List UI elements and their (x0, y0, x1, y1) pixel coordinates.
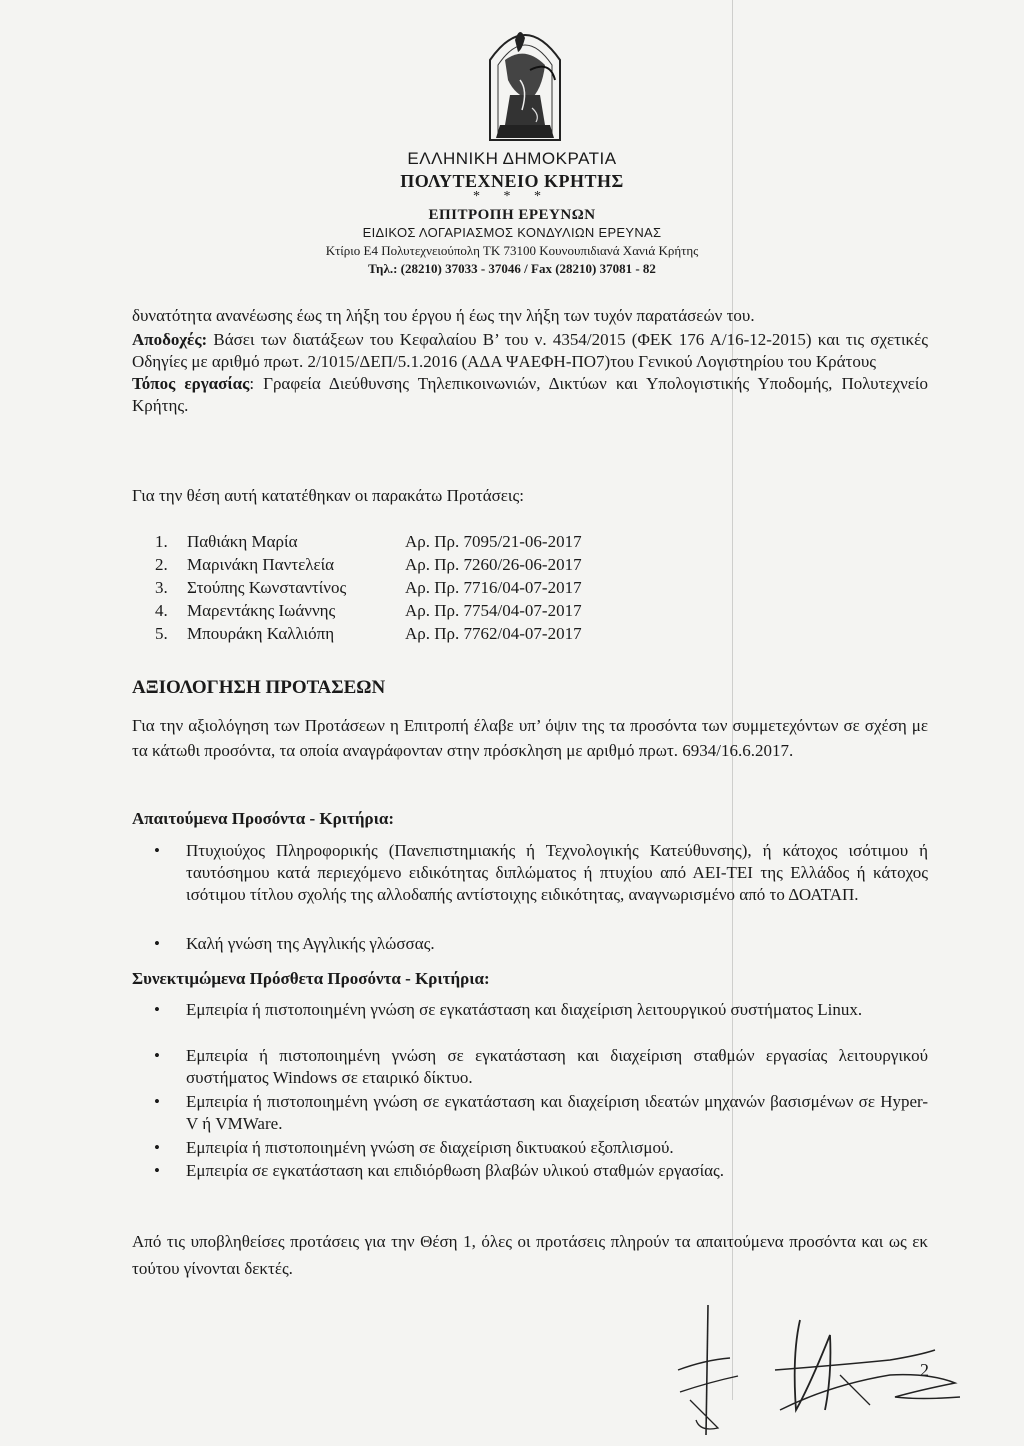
required-title: Απαιτούμενα Προσόντα - Κριτήρια: (132, 809, 394, 828)
evaluation-title: ΑΞΙΟΛΟΓΗΣΗ ΠΡΟΤΑΣΕΩΝ (132, 677, 386, 698)
bullet-icon: • (154, 1092, 160, 1111)
protocol-ref: Αρ. Πρ. 7716/04-07-2017 (405, 578, 582, 597)
header-stars: * * * (473, 189, 551, 204)
header-phone: Τηλ.: (28210) 37033 - 37046 / Fax (28210) 37081 - 82 (368, 261, 656, 276)
place-paragraph (132, 373, 928, 417)
pay-paragraph (132, 329, 928, 373)
place-text: : Γραφεία Διεύθυνσης Τηλεπικοινωνιών, Δικτύων και Υπολογιστικής Υποδομής, Πολυτεχνείο Κρήτης. (132, 374, 928, 415)
protocol-ref: Αρ. Πρ. 7762/04-07-2017 (405, 624, 582, 643)
bullet-icon: • (154, 841, 160, 860)
list-item (155, 578, 635, 600)
list-item (155, 624, 635, 646)
bullet-icon: • (154, 1046, 160, 1065)
protocol-ref: Αρ. Πρ. 7095/21-06-2017 (405, 532, 582, 551)
header-university: ΠΟΛΥΤΕΧΝΕΙΟ ΚΡΗΤΗΣ (400, 171, 624, 191)
list-item (155, 555, 635, 577)
required-item: Πτυχιούχος Πληροφορικής (Πανεπιστημιακής ή Τεχνολογικής Κατεύθυνσης), ή κάτοχος ισότιμου ή ταυτόσημου κατά περιεχόμενο ειδικότητας διπλώματος ή πτυχίου από ΑΕΙ-ΤΕΙ της Ελλάδος ή κάτοχος ισότιμου τίτλου σχολής της αλλοδαπής αντίστοιχης ειδικότητας, αναγνωρισμένο από το ΔΟΑΤΑΠ. (186, 841, 928, 904)
additional-item: Εμπειρία ή πιστοποιημένη γνώση σε εγκατάσταση και διαχείριση σταθμών εργασίας λειτουργικού συστήματος Windows σε εταιρικό δίκτυο. (186, 1046, 928, 1087)
applicant-name: Στούπης Κωνσταντίνος (187, 578, 347, 597)
applicant-name: Παθιάκη Μαρία (187, 532, 298, 551)
header-account: ΕΙΔΙΚΟΣ ΛΟΓΑΡΙΑΣΜΟΣ ΚΟΝΔΥΛΙΩΝ ΕΡΕΥΝΑΣ (362, 225, 662, 240)
additional-item: Εμπειρία ή πιστοποιημένη γνώση σε εγκατάσταση και διαχείριση ιδεατών μηχανών βασισμένων σε Hyper-V ή VMWare. (186, 1092, 928, 1133)
evaluation-text: Για την αξιολόγηση των Προτάσεων η Επιτροπή έλαβε υπ’ όψιν της τα προσόντα των συμμετεχόντων σε σχέση με τα κάτωθι προσόντα, τα οποία αναγράφονταν στην πρόσκληση με αριθμό πρωτ. 6934/16.6.2017. (132, 716, 928, 760)
item-number: 4. (155, 601, 168, 620)
list-item (155, 601, 635, 623)
bullet-icon: • (154, 1138, 160, 1157)
signature-1 (660, 1300, 760, 1440)
header-committee: ΕΠΙΤΡΟΠΗ ΕΡΕΥΝΩΝ (428, 207, 596, 223)
item-number: 1. (155, 532, 168, 551)
pay-text: Βάσει των διατάξεων του Κεφαλαίου Β’ του ν. 4354/2015 (ΦΕΚ 176 Α/16-12-2015) και τις σχετικές Οδηγίες με αριθμό πρωτ. 2/1015/ΔΕΠ/5.1.2016 (ΑΔΑ ΨΑΕΦΗ-ΠΟ7)του Γενικού Λογιστηρίου του Κράτους (132, 330, 928, 371)
header-republic: ΕΛΛΗΝΙΚΗ ΔΗΜΟΚΡΑΤΙΑ (407, 149, 617, 168)
additional-item: Εμπειρία ή πιστοποιημένη γνώση σε διαχείριση δικτυακού εξοπλισμού. (186, 1138, 674, 1157)
conclusion-text: Από τις υποβληθείσες προτάσεις για την Θέση 1, όλες οι προτάσεις πληρούν τα απαιτούμενα προσόντα και ως εκ τούτου γίνονται δεκτές. (132, 1232, 928, 1278)
signature-2 (770, 1315, 970, 1425)
item-number: 5. (155, 624, 168, 643)
header-address: Κτίριο Ε4 Πολυτεχνειούπολη ΤΚ 73100 Κουνουπιδιανά Χανιά Κρήτης (325, 243, 699, 258)
proposals-intro: Για την θέση αυτή κατατέθηκαν οι παρακάτω Προτάσεις: (132, 486, 524, 505)
pay-label: Αποδοχές: (132, 330, 208, 349)
bullet-icon: • (154, 1000, 160, 1019)
protocol-ref: Αρ. Πρ. 7260/26-06-2017 (405, 555, 582, 574)
item-number: 2. (155, 555, 168, 574)
required-item: Καλή γνώση της Αγγλικής γλώσσας. (186, 934, 435, 953)
list-item (155, 532, 635, 554)
applicant-name: Μαρινάκη Παντελεία (187, 555, 335, 574)
bullet-icon: • (154, 934, 160, 953)
place-label: Τόπος εργασίας (132, 374, 250, 393)
additional-item: Εμπειρία ή πιστοποιημένη γνώση σε εγκατάσταση και διαχείριση λειτουργικού συστήματος Linux. (186, 1000, 863, 1019)
renewal-text: δυνατότητα ανανέωσης έως τη λήξη του έργου ή έως την λήξη των τυχόν παρατάσεών του. (132, 306, 755, 325)
item-number: 3. (155, 578, 168, 597)
protocol-ref: Αρ. Πρ. 7754/04-07-2017 (405, 601, 582, 620)
applicant-name: Μπουράκη Καλλιόπη (187, 624, 335, 643)
additional-title: Συνεκτιμώμενα Πρόσθετα Προσόντα - Κριτήρια: (132, 969, 490, 988)
intro-paragraph (132, 305, 928, 417)
bullet-icon: • (154, 1161, 160, 1180)
additional-item: Εμπειρία σε εγκατάσταση και επιδιόρθωση βλαβών υλικού σταθμών εργασίας. (186, 1161, 725, 1180)
university-seal-logo (470, 20, 580, 145)
applicant-name: Μαρεντάκης Ιωάννης (187, 601, 336, 620)
page-number: 2 (920, 1360, 929, 1380)
